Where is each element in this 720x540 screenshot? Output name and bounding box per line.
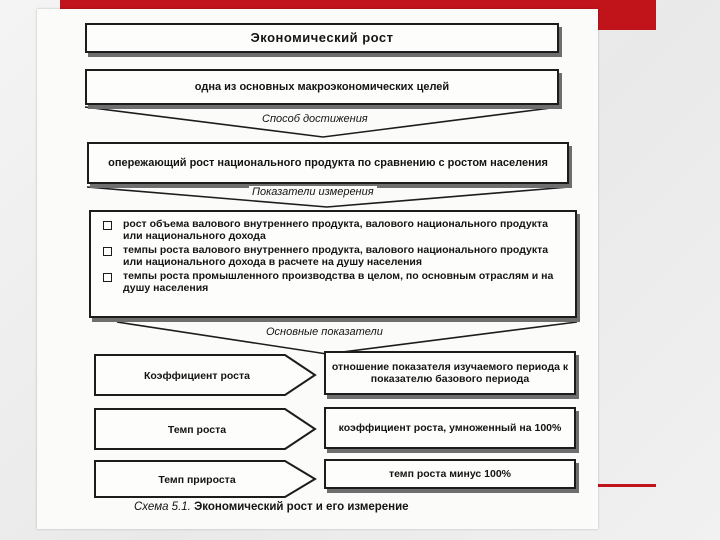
indicator-text: темпы роста промышленного производства в целом, по основным отраслям и на душу населения (123, 270, 554, 295)
list-item (103, 218, 565, 242)
caption-text: Экономический рост и его измерение (194, 501, 409, 513)
checkbox-bullet-icon (103, 221, 112, 230)
checkbox-bullet-icon (103, 273, 112, 282)
figure-caption (134, 501, 409, 513)
growth-label: Темп прироста (158, 474, 236, 486)
main-indicators-label: Основные показатели (263, 326, 386, 338)
coefficient-label: Коэффициент роста (144, 370, 250, 382)
indicator-text: темпы роста валового внутреннего продукта, валового национального продукта или национального дохода в расчете на душу населения (123, 244, 549, 269)
rate-definition: коэффициент роста, умноженный на 100% (324, 407, 576, 449)
indicators-box (89, 210, 577, 318)
accent-line (598, 484, 656, 487)
scanned-diagram (37, 9, 598, 529)
rate-label: Темп роста (167, 424, 227, 436)
method-box: опережающий рост национального продукта по сравнению с ростом населения (87, 142, 569, 184)
caption-number: Схема 5.1. (134, 501, 191, 513)
list-item (103, 270, 565, 294)
method-label: Способ достижения (259, 113, 371, 125)
goal-box: одна из основных макроэкономических целей (85, 69, 559, 105)
list-item (103, 244, 565, 268)
title-box: Экономический рост (85, 23, 559, 53)
growth-definition: темп роста минус 100% (324, 459, 576, 489)
checkbox-bullet-icon (103, 247, 112, 256)
coefficient-definition: отношение показателя изучаемого периода к показателю базового периода (324, 351, 576, 395)
indicators-list (103, 218, 565, 294)
measure-label: Показатели измерения (249, 186, 377, 198)
indicator-text: рост объема валового внутреннего продукта, валового национального продукта или национального дохода (123, 218, 548, 243)
